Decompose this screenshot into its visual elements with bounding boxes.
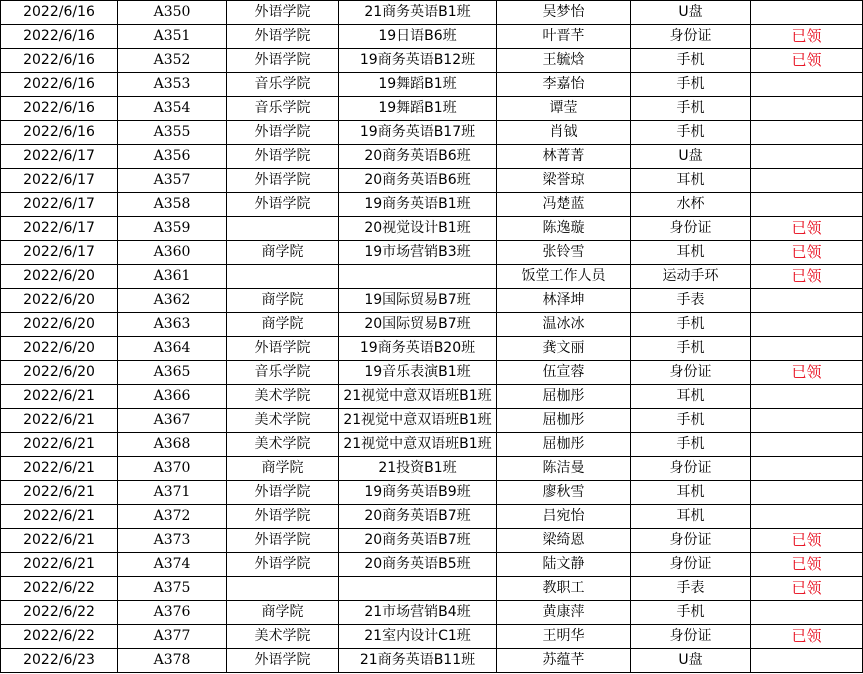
date-cell[interactable]: 2022/6/20	[1, 361, 118, 385]
item-cell[interactable]: 身份证	[631, 361, 751, 385]
date-cell[interactable]: 2022/6/21	[1, 409, 118, 433]
table-row	[1, 553, 863, 577]
class-cell[interactable]: 20国际贸易B7班	[339, 313, 497, 337]
name-cell[interactable]: 肖钺	[497, 121, 631, 145]
item-cell[interactable]: 耳机	[631, 385, 751, 409]
class-cell[interactable]: 19舞蹈B1班	[339, 97, 497, 121]
class-cell[interactable]: 19国际贸易B7班	[339, 289, 497, 313]
id-cell[interactable]: A374	[118, 553, 227, 577]
college-cell[interactable]: 美术学院	[227, 433, 339, 457]
item-cell[interactable]: 水杯	[631, 193, 751, 217]
id-cell[interactable]: A366	[118, 385, 227, 409]
college-cell[interactable]: 音乐学院	[227, 73, 339, 97]
date-cell[interactable]: 2022/6/21	[1, 529, 118, 553]
college-cell[interactable]: 外语学院	[227, 193, 339, 217]
name-cell[interactable]: 陈洁曼	[497, 457, 631, 481]
table-body	[1, 1, 863, 673]
college-cell[interactable]: 商学院	[227, 601, 339, 625]
college-cell[interactable]: 商学院	[227, 289, 339, 313]
id-cell[interactable]: A373	[118, 529, 227, 553]
date-cell[interactable]: 2022/6/16	[1, 73, 118, 97]
table-row	[1, 409, 863, 433]
item-cell[interactable]: 手机	[631, 121, 751, 145]
class-cell[interactable]	[339, 577, 497, 601]
id-cell[interactable]: A376	[118, 601, 227, 625]
college-cell[interactable]: 外语学院	[227, 169, 339, 193]
college-cell[interactable]: 商学院	[227, 313, 339, 337]
college-cell[interactable]: 音乐学院	[227, 361, 339, 385]
college-cell[interactable]: 商学院	[227, 457, 339, 481]
id-cell[interactable]: A361	[118, 265, 227, 289]
date-cell[interactable]: 2022/6/21	[1, 505, 118, 529]
class-cell[interactable]: 21室内设计C1班	[339, 625, 497, 649]
id-cell[interactable]: A371	[118, 481, 227, 505]
date-cell[interactable]: 2022/6/16	[1, 49, 118, 73]
name-cell[interactable]: 梁绮恩	[497, 529, 631, 553]
id-cell[interactable]: A360	[118, 241, 227, 265]
item-cell[interactable]: 手机	[631, 601, 751, 625]
name-cell[interactable]: 温冰冰	[497, 313, 631, 337]
table-row	[1, 145, 863, 169]
date-cell[interactable]: 2022/6/20	[1, 265, 118, 289]
name-cell[interactable]: 屈枷彤	[497, 409, 631, 433]
date-cell[interactable]: 2022/6/21	[1, 385, 118, 409]
status-cell[interactable]: 已领	[751, 241, 863, 265]
class-cell[interactable]: 19舞蹈B1班	[339, 73, 497, 97]
item-cell[interactable]: 手机	[631, 409, 751, 433]
date-cell[interactable]: 2022/6/17	[1, 193, 118, 217]
college-cell[interactable]: 外语学院	[227, 649, 339, 673]
date-cell[interactable]: 2022/6/22	[1, 601, 118, 625]
status-cell[interactable]	[751, 601, 863, 625]
id-cell[interactable]: A352	[118, 49, 227, 73]
date-cell[interactable]: 2022/6/16	[1, 97, 118, 121]
status-cell[interactable]	[751, 433, 863, 457]
item-cell[interactable]: 身份证	[631, 529, 751, 553]
table-row	[1, 121, 863, 145]
status-cell[interactable]	[751, 649, 863, 673]
date-cell[interactable]: 2022/6/20	[1, 289, 118, 313]
id-cell[interactable]: A351	[118, 25, 227, 49]
id-cell[interactable]: A363	[118, 313, 227, 337]
id-cell[interactable]: A367	[118, 409, 227, 433]
item-cell[interactable]: 身份证	[631, 553, 751, 577]
college-cell[interactable]: 外语学院	[227, 337, 339, 361]
date-cell[interactable]: 2022/6/16	[1, 1, 118, 25]
table-row	[1, 481, 863, 505]
class-cell[interactable]: 19音乐表演B1班	[339, 361, 497, 385]
table-row	[1, 265, 863, 289]
id-cell[interactable]: A353	[118, 73, 227, 97]
table-row	[1, 97, 863, 121]
status-cell[interactable]	[751, 337, 863, 361]
date-cell[interactable]: 2022/6/22	[1, 577, 118, 601]
id-cell[interactable]: A359	[118, 217, 227, 241]
college-cell[interactable]: 外语学院	[227, 25, 339, 49]
id-cell[interactable]: A372	[118, 505, 227, 529]
class-cell[interactable]: 19商务英语B12班	[339, 49, 497, 73]
id-cell[interactable]: A350	[118, 1, 227, 25]
date-cell[interactable]: 2022/6/17	[1, 169, 118, 193]
status-cell[interactable]: 已领	[751, 49, 863, 73]
table-row	[1, 217, 863, 241]
college-cell[interactable]: 美术学院	[227, 625, 339, 649]
item-cell[interactable]: 身份证	[631, 25, 751, 49]
id-cell[interactable]: A358	[118, 193, 227, 217]
class-cell[interactable]: 20商务英语B6班	[339, 145, 497, 169]
class-cell[interactable]: 19商务英语B1班	[339, 193, 497, 217]
status-cell[interactable]	[751, 409, 863, 433]
item-cell[interactable]: 耳机	[631, 505, 751, 529]
id-cell[interactable]: A364	[118, 337, 227, 361]
table-row	[1, 433, 863, 457]
status-cell[interactable]: 已领	[751, 625, 863, 649]
status-cell[interactable]	[751, 145, 863, 169]
status-cell[interactable]	[751, 97, 863, 121]
table-row	[1, 505, 863, 529]
name-cell[interactable]: 龚文丽	[497, 337, 631, 361]
college-cell[interactable]: 美术学院	[227, 409, 339, 433]
class-cell[interactable]: 20视觉设计B1班	[339, 217, 497, 241]
college-cell[interactable]: 商学院	[227, 241, 339, 265]
name-cell[interactable]: 教职工	[497, 577, 631, 601]
id-cell[interactable]: A365	[118, 361, 227, 385]
table-row	[1, 457, 863, 481]
table-row	[1, 625, 863, 649]
class-cell[interactable]: 21投资B1班	[339, 457, 497, 481]
status-cell[interactable]: 已领	[751, 553, 863, 577]
class-cell[interactable]: 19日语B6班	[339, 25, 497, 49]
table-row	[1, 313, 863, 337]
table-row	[1, 529, 863, 553]
status-cell[interactable]: 已领	[751, 361, 863, 385]
name-cell[interactable]: 林菁菁	[497, 145, 631, 169]
id-cell[interactable]: A355	[118, 121, 227, 145]
status-cell[interactable]	[751, 481, 863, 505]
id-cell[interactable]: A354	[118, 97, 227, 121]
item-cell[interactable]: 身份证	[631, 217, 751, 241]
class-cell[interactable]: 21视觉中意双语班B1班	[339, 433, 497, 457]
name-cell[interactable]: 李嘉怡	[497, 73, 631, 97]
name-cell[interactable]: 屈枷彤	[497, 433, 631, 457]
date-cell[interactable]: 2022/6/17	[1, 145, 118, 169]
item-cell[interactable]: 手机	[631, 433, 751, 457]
item-cell[interactable]: U盘	[631, 1, 751, 25]
class-cell[interactable]: 19商务英语B20班	[339, 337, 497, 361]
status-cell[interactable]: 已领	[751, 217, 863, 241]
date-cell[interactable]: 2022/6/21	[1, 481, 118, 505]
id-cell[interactable]: A362	[118, 289, 227, 313]
college-cell[interactable]: 美术学院	[227, 385, 339, 409]
college-cell[interactable]: 外语学院	[227, 49, 339, 73]
class-cell[interactable]	[339, 265, 497, 289]
name-cell[interactable]: 张铃雪	[497, 241, 631, 265]
status-cell[interactable]	[751, 385, 863, 409]
class-cell[interactable]: 21视觉中意双语班B1班	[339, 385, 497, 409]
date-cell[interactable]: 2022/6/20	[1, 337, 118, 361]
table-row	[1, 193, 863, 217]
name-cell[interactable]: 王明华	[497, 625, 631, 649]
class-cell[interactable]: 19市场营销B3班	[339, 241, 497, 265]
name-cell[interactable]: 黄康萍	[497, 601, 631, 625]
table-row	[1, 337, 863, 361]
table-row	[1, 385, 863, 409]
college-cell[interactable]: 外语学院	[227, 121, 339, 145]
name-cell[interactable]: 吴梦怡	[497, 1, 631, 25]
status-cell[interactable]	[751, 1, 863, 25]
item-cell[interactable]: 身份证	[631, 457, 751, 481]
status-cell[interactable]	[751, 289, 863, 313]
id-cell[interactable]: A356	[118, 145, 227, 169]
id-cell[interactable]: A370	[118, 457, 227, 481]
date-cell[interactable]: 2022/6/17	[1, 241, 118, 265]
date-cell[interactable]: 2022/6/20	[1, 313, 118, 337]
date-cell[interactable]: 2022/6/16	[1, 121, 118, 145]
name-cell[interactable]: 陆文静	[497, 553, 631, 577]
table-row	[1, 289, 863, 313]
item-cell[interactable]: 手表	[631, 289, 751, 313]
id-cell[interactable]: A357	[118, 169, 227, 193]
name-cell[interactable]: 陈逸璇	[497, 217, 631, 241]
college-cell[interactable]: 外语学院	[227, 529, 339, 553]
date-cell[interactable]: 2022/6/16	[1, 25, 118, 49]
table-row	[1, 169, 863, 193]
status-cell[interactable]	[751, 73, 863, 97]
college-cell[interactable]	[227, 217, 339, 241]
item-cell[interactable]: 运动手环	[631, 265, 751, 289]
item-cell[interactable]: 手表	[631, 577, 751, 601]
class-cell[interactable]: 20商务英语B7班	[339, 529, 497, 553]
class-cell[interactable]: 21商务英语B1班	[339, 1, 497, 25]
id-cell[interactable]: A377	[118, 625, 227, 649]
item-cell[interactable]: 耳机	[631, 481, 751, 505]
college-cell[interactable]	[227, 265, 339, 289]
status-cell[interactable]	[751, 457, 863, 481]
status-cell[interactable]	[751, 169, 863, 193]
status-cell[interactable]: 已领	[751, 577, 863, 601]
class-cell[interactable]: 19商务英语B17班	[339, 121, 497, 145]
status-cell[interactable]	[751, 193, 863, 217]
item-cell[interactable]: 耳机	[631, 241, 751, 265]
college-cell[interactable]: 外语学院	[227, 505, 339, 529]
status-cell[interactable]	[751, 121, 863, 145]
class-cell[interactable]: 21市场营销B4班	[339, 601, 497, 625]
item-cell[interactable]: U盘	[631, 145, 751, 169]
id-cell[interactable]: A378	[118, 649, 227, 673]
date-cell[interactable]: 2022/6/22	[1, 625, 118, 649]
table-row	[1, 1, 863, 25]
item-cell[interactable]: 手机	[631, 337, 751, 361]
item-cell[interactable]: 手机	[631, 97, 751, 121]
class-cell[interactable]: 21视觉中意双语班B1班	[339, 409, 497, 433]
class-cell[interactable]: 19商务英语B9班	[339, 481, 497, 505]
date-cell[interactable]: 2022/6/23	[1, 649, 118, 673]
name-cell[interactable]: 谭莹	[497, 97, 631, 121]
date-cell[interactable]: 2022/6/21	[1, 433, 118, 457]
status-cell[interactable]	[751, 505, 863, 529]
class-cell[interactable]: 20商务英语B7班	[339, 505, 497, 529]
table-row	[1, 577, 863, 601]
status-cell[interactable]: 已领	[751, 529, 863, 553]
college-cell[interactable]	[227, 577, 339, 601]
table-row	[1, 73, 863, 97]
college-cell[interactable]: 外语学院	[227, 1, 339, 25]
status-cell[interactable]: 已领	[751, 25, 863, 49]
item-cell[interactable]: 耳机	[631, 169, 751, 193]
name-cell[interactable]: 廖秋雪	[497, 481, 631, 505]
name-cell[interactable]: 梁誉琼	[497, 169, 631, 193]
table-row	[1, 25, 863, 49]
name-cell[interactable]: 叶晋芊	[497, 25, 631, 49]
name-cell[interactable]: 王毓焓	[497, 49, 631, 73]
item-cell[interactable]: 手机	[631, 73, 751, 97]
name-cell[interactable]: 苏蕴芊	[497, 649, 631, 673]
date-cell[interactable]: 2022/6/17	[1, 217, 118, 241]
name-cell[interactable]: 屈枷彤	[497, 385, 631, 409]
class-cell[interactable]: 21商务英语B11班	[339, 649, 497, 673]
item-cell[interactable]: 手机	[631, 49, 751, 73]
class-cell[interactable]: 20商务英语B6班	[339, 169, 497, 193]
name-cell[interactable]: 冯楚蓝	[497, 193, 631, 217]
name-cell[interactable]: 林泽坤	[497, 289, 631, 313]
item-cell[interactable]: 手机	[631, 313, 751, 337]
name-cell[interactable]: 饭堂工作人员	[497, 265, 631, 289]
item-cell[interactable]: U盘	[631, 649, 751, 673]
table-row	[1, 49, 863, 73]
status-cell[interactable]: 已领	[751, 265, 863, 289]
table-row	[1, 361, 863, 385]
college-cell[interactable]: 音乐学院	[227, 97, 339, 121]
date-cell[interactable]: 2022/6/21	[1, 457, 118, 481]
table-row	[1, 601, 863, 625]
id-cell[interactable]: A368	[118, 433, 227, 457]
class-cell[interactable]: 20商务英语B5班	[339, 553, 497, 577]
item-cell[interactable]: 身份证	[631, 625, 751, 649]
college-cell[interactable]: 外语学院	[227, 145, 339, 169]
name-cell[interactable]: 吕宛怡	[497, 505, 631, 529]
table-row	[1, 241, 863, 265]
status-cell[interactable]	[751, 313, 863, 337]
college-cell[interactable]: 外语学院	[227, 553, 339, 577]
college-cell[interactable]: 外语学院	[227, 481, 339, 505]
id-cell[interactable]: A375	[118, 577, 227, 601]
table-row	[1, 649, 863, 673]
date-cell[interactable]: 2022/6/21	[1, 553, 118, 577]
name-cell[interactable]: 伍宣蓉	[497, 361, 631, 385]
